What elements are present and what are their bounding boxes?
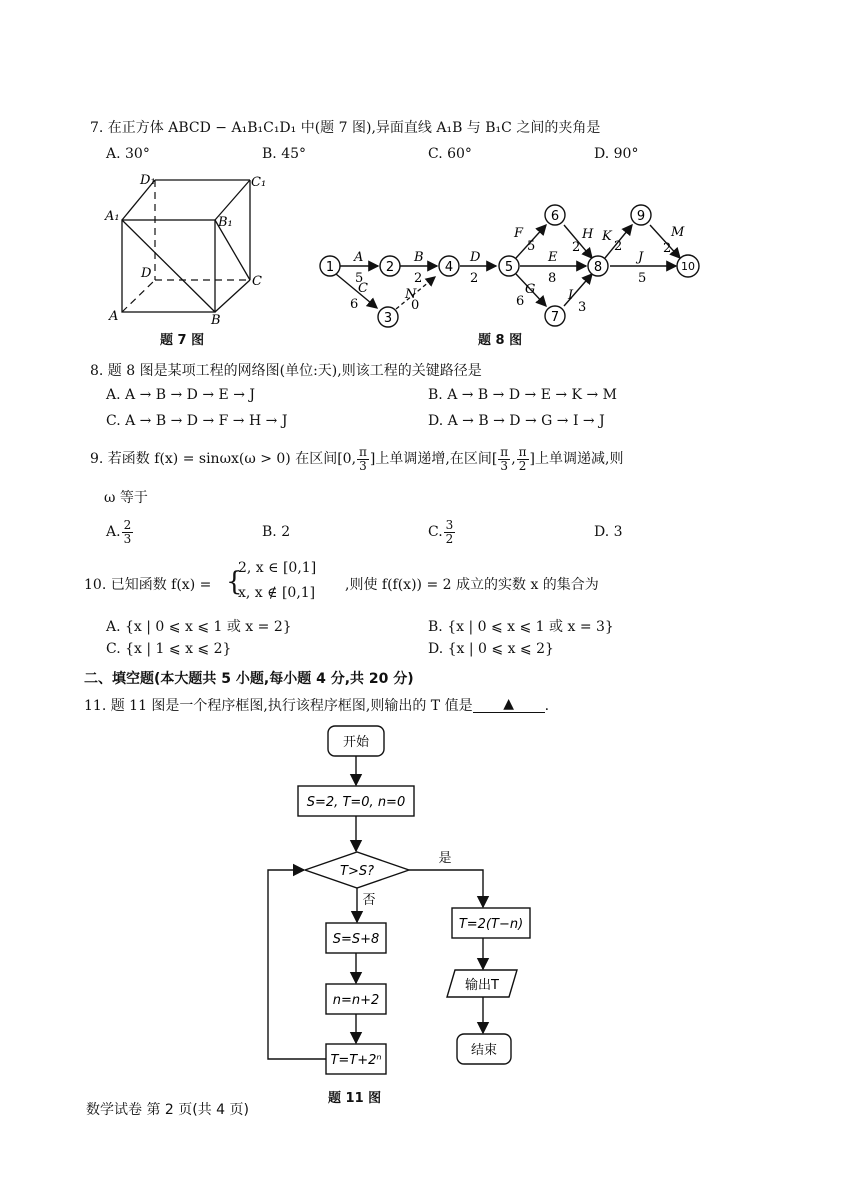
node-1: 1 xyxy=(325,260,335,275)
q10-stem-right: ,则使 f(f(x)) = 2 成立的实数 x 的集合为 xyxy=(345,577,599,593)
answer-blank xyxy=(473,696,545,713)
node-4: 4 xyxy=(444,260,454,275)
no-label: 否 xyxy=(362,893,376,908)
edge-b-label: B xyxy=(414,250,424,265)
vertex-d-label: D xyxy=(141,266,152,281)
q9-stem: 9. 若函数 f(x) = sinωx(ω > 0) 在区间[0, $\frac{\pi}{3}$ ]上单调递增,在区间[ $\frac{\pi}{3}$ , $\frac{\pi}{2}$ ]上单调递减,则 xyxy=(90,445,624,473)
edge-m-label: M xyxy=(671,225,685,240)
end-label: 结束 xyxy=(470,1043,498,1058)
q8-option-a: A. A → B → D → E → J xyxy=(106,387,255,403)
t-final-label: T=2(T−n) xyxy=(458,917,524,932)
q7-option-b: B. 45° xyxy=(262,146,307,162)
section-heading: 二、填空题(本大题共 5 小题,每小题 4 分,共 20 分) xyxy=(84,671,414,687)
edge-n-label: N xyxy=(405,287,417,302)
q7-stem: 7. 在正方体 ABCD − A₁B₁C₁D₁ 中(题 7 图),异面直线 A₁B 与 B₁C 之间的夹角是 xyxy=(90,120,601,136)
cube-figure xyxy=(100,168,275,328)
node-5: 5 xyxy=(504,260,514,275)
edge-f-label: F xyxy=(514,226,524,241)
q8-stem: 8. 题 8 图是某项工程的网络图(单位:天),则该工程的关键路径是 xyxy=(90,363,482,379)
vertex-c-label: C xyxy=(252,274,262,289)
edge-k-label: K xyxy=(602,229,612,244)
q7-option-a: A. 30° xyxy=(106,146,150,162)
q10-option-b: B. {x | 0 ⩽ x ⩽ 1 或 x = 3} xyxy=(428,619,614,635)
q8-option-d: D. A → B → D → G → I → J xyxy=(428,413,605,429)
vertex-b1-label: B₁ xyxy=(218,215,233,230)
fig11-caption: 题 11 图 xyxy=(328,1091,382,1106)
fig7-caption: 题 7 图 xyxy=(160,333,205,348)
edge-n-days: 0 xyxy=(411,298,420,313)
q10-option-a: A. {x | 0 ⩽ x ⩽ 1 或 x = 2} xyxy=(106,619,292,635)
node-6: 6 xyxy=(550,209,560,224)
q10-option-c: C. {x | 1 ⩽ x ⩽ 2} xyxy=(106,641,232,657)
page-footer: 数学试卷 第 2 页(共 4 页) xyxy=(86,1102,249,1118)
edge-h-days: 2 xyxy=(572,240,581,255)
s-update-label: S=S+8 xyxy=(332,932,380,947)
brace-icon: { xyxy=(226,567,243,597)
init-label: S=2, T=0, n=0 xyxy=(306,795,406,810)
condition-label: T>S? xyxy=(340,864,374,879)
q7-option-c: C. 60° xyxy=(428,146,472,162)
node-3: 3 xyxy=(383,311,393,326)
fraction-pi-over-2: $\frac{\pi}{2}$ xyxy=(518,445,527,473)
flowchart xyxy=(255,718,555,1090)
q9-option-d: D. 3 xyxy=(594,524,623,540)
triangle-icon: ▲ xyxy=(503,696,514,712)
node-9: 9 xyxy=(636,209,646,224)
q10-case-2: x, x ∉ [0,1] xyxy=(238,585,316,601)
edge-m-days: 2 xyxy=(663,241,672,256)
fig8-caption: 题 8 图 xyxy=(478,333,523,348)
edge-e-label: E xyxy=(548,250,558,265)
edge-h-label: H xyxy=(582,227,594,242)
q9-option-b: B. 2 xyxy=(262,524,291,540)
edge-i-label: I xyxy=(568,288,574,303)
t-update-label: T=T+2ⁿ xyxy=(330,1053,382,1068)
q9-stem-part1: 9. 若函数 f(x) = sinωx(ω > 0) 在区间[0, xyxy=(90,451,357,468)
q10-option-d: D. {x | 0 ⩽ x ⩽ 2} xyxy=(428,641,554,657)
vertex-c1-label: C₁ xyxy=(251,175,267,190)
node-8: 8 xyxy=(593,260,603,275)
edge-g-label: G xyxy=(525,282,536,297)
edge-f-days: 5 xyxy=(527,239,536,254)
node-10: 10 xyxy=(681,260,695,273)
edge-b-days: 2 xyxy=(414,271,423,286)
edge-a-days: 5 xyxy=(355,271,364,286)
edge-d-days: 2 xyxy=(470,271,479,286)
n-update-label: n=n+2 xyxy=(332,993,380,1008)
q9-option-c: C. $\frac{3}{2}$ xyxy=(428,518,454,546)
q8-option-b: B. A → B → D → E → K → M xyxy=(428,387,617,403)
output-label: 输出T xyxy=(465,978,499,993)
edge-j-label: J xyxy=(638,250,644,265)
edge-c-days: 6 xyxy=(350,297,359,312)
q8-option-c: C. A → B → D → F → H → J xyxy=(106,413,288,429)
yes-label: 是 xyxy=(438,851,452,866)
start-label: 开始 xyxy=(342,735,370,750)
vertex-a1-label: A₁ xyxy=(105,209,120,224)
node-7: 7 xyxy=(550,310,560,325)
q10-case-1: 2, x ∈ [0,1] xyxy=(238,560,317,576)
q9-stem-part3: ]上单调递减,则 xyxy=(529,451,624,468)
edge-c-label: C xyxy=(358,281,368,296)
vertex-b-label: B xyxy=(211,313,221,328)
edge-i-days: 3 xyxy=(578,300,587,315)
q9-option-a: A. $\frac{2}{3}$ xyxy=(106,518,132,546)
fraction-pi-over-3: $\frac{\pi}{3}$ xyxy=(500,445,509,473)
q11-stem: 11. 题 11 图是一个程序框图,执行该程序框图,则输出的 T 值是 ▲ . xyxy=(84,696,550,714)
vertex-a-label: A xyxy=(109,309,119,324)
fraction-pi-over-3: $\frac{\pi}{3}$ xyxy=(359,445,367,473)
q9-stem-part2: ]上单调递增,在区间[ xyxy=(369,451,498,468)
edge-g-days: 6 xyxy=(516,294,525,309)
q7-option-d: D. 90° xyxy=(594,146,639,162)
q9-stem-line2: ω 等于 xyxy=(104,490,148,506)
edge-a-label: A xyxy=(354,250,364,265)
q10-stem-left: 10. 已知函数 f(x) = xyxy=(84,577,212,593)
network-diagram xyxy=(310,195,715,335)
edge-d-label: D xyxy=(470,250,481,265)
node-2: 2 xyxy=(385,260,395,275)
edge-e-days: 8 xyxy=(548,271,557,286)
edge-k-days: 2 xyxy=(614,239,623,254)
edge-j-days: 5 xyxy=(638,271,647,286)
vertex-d1-label: D₁ xyxy=(140,173,156,188)
